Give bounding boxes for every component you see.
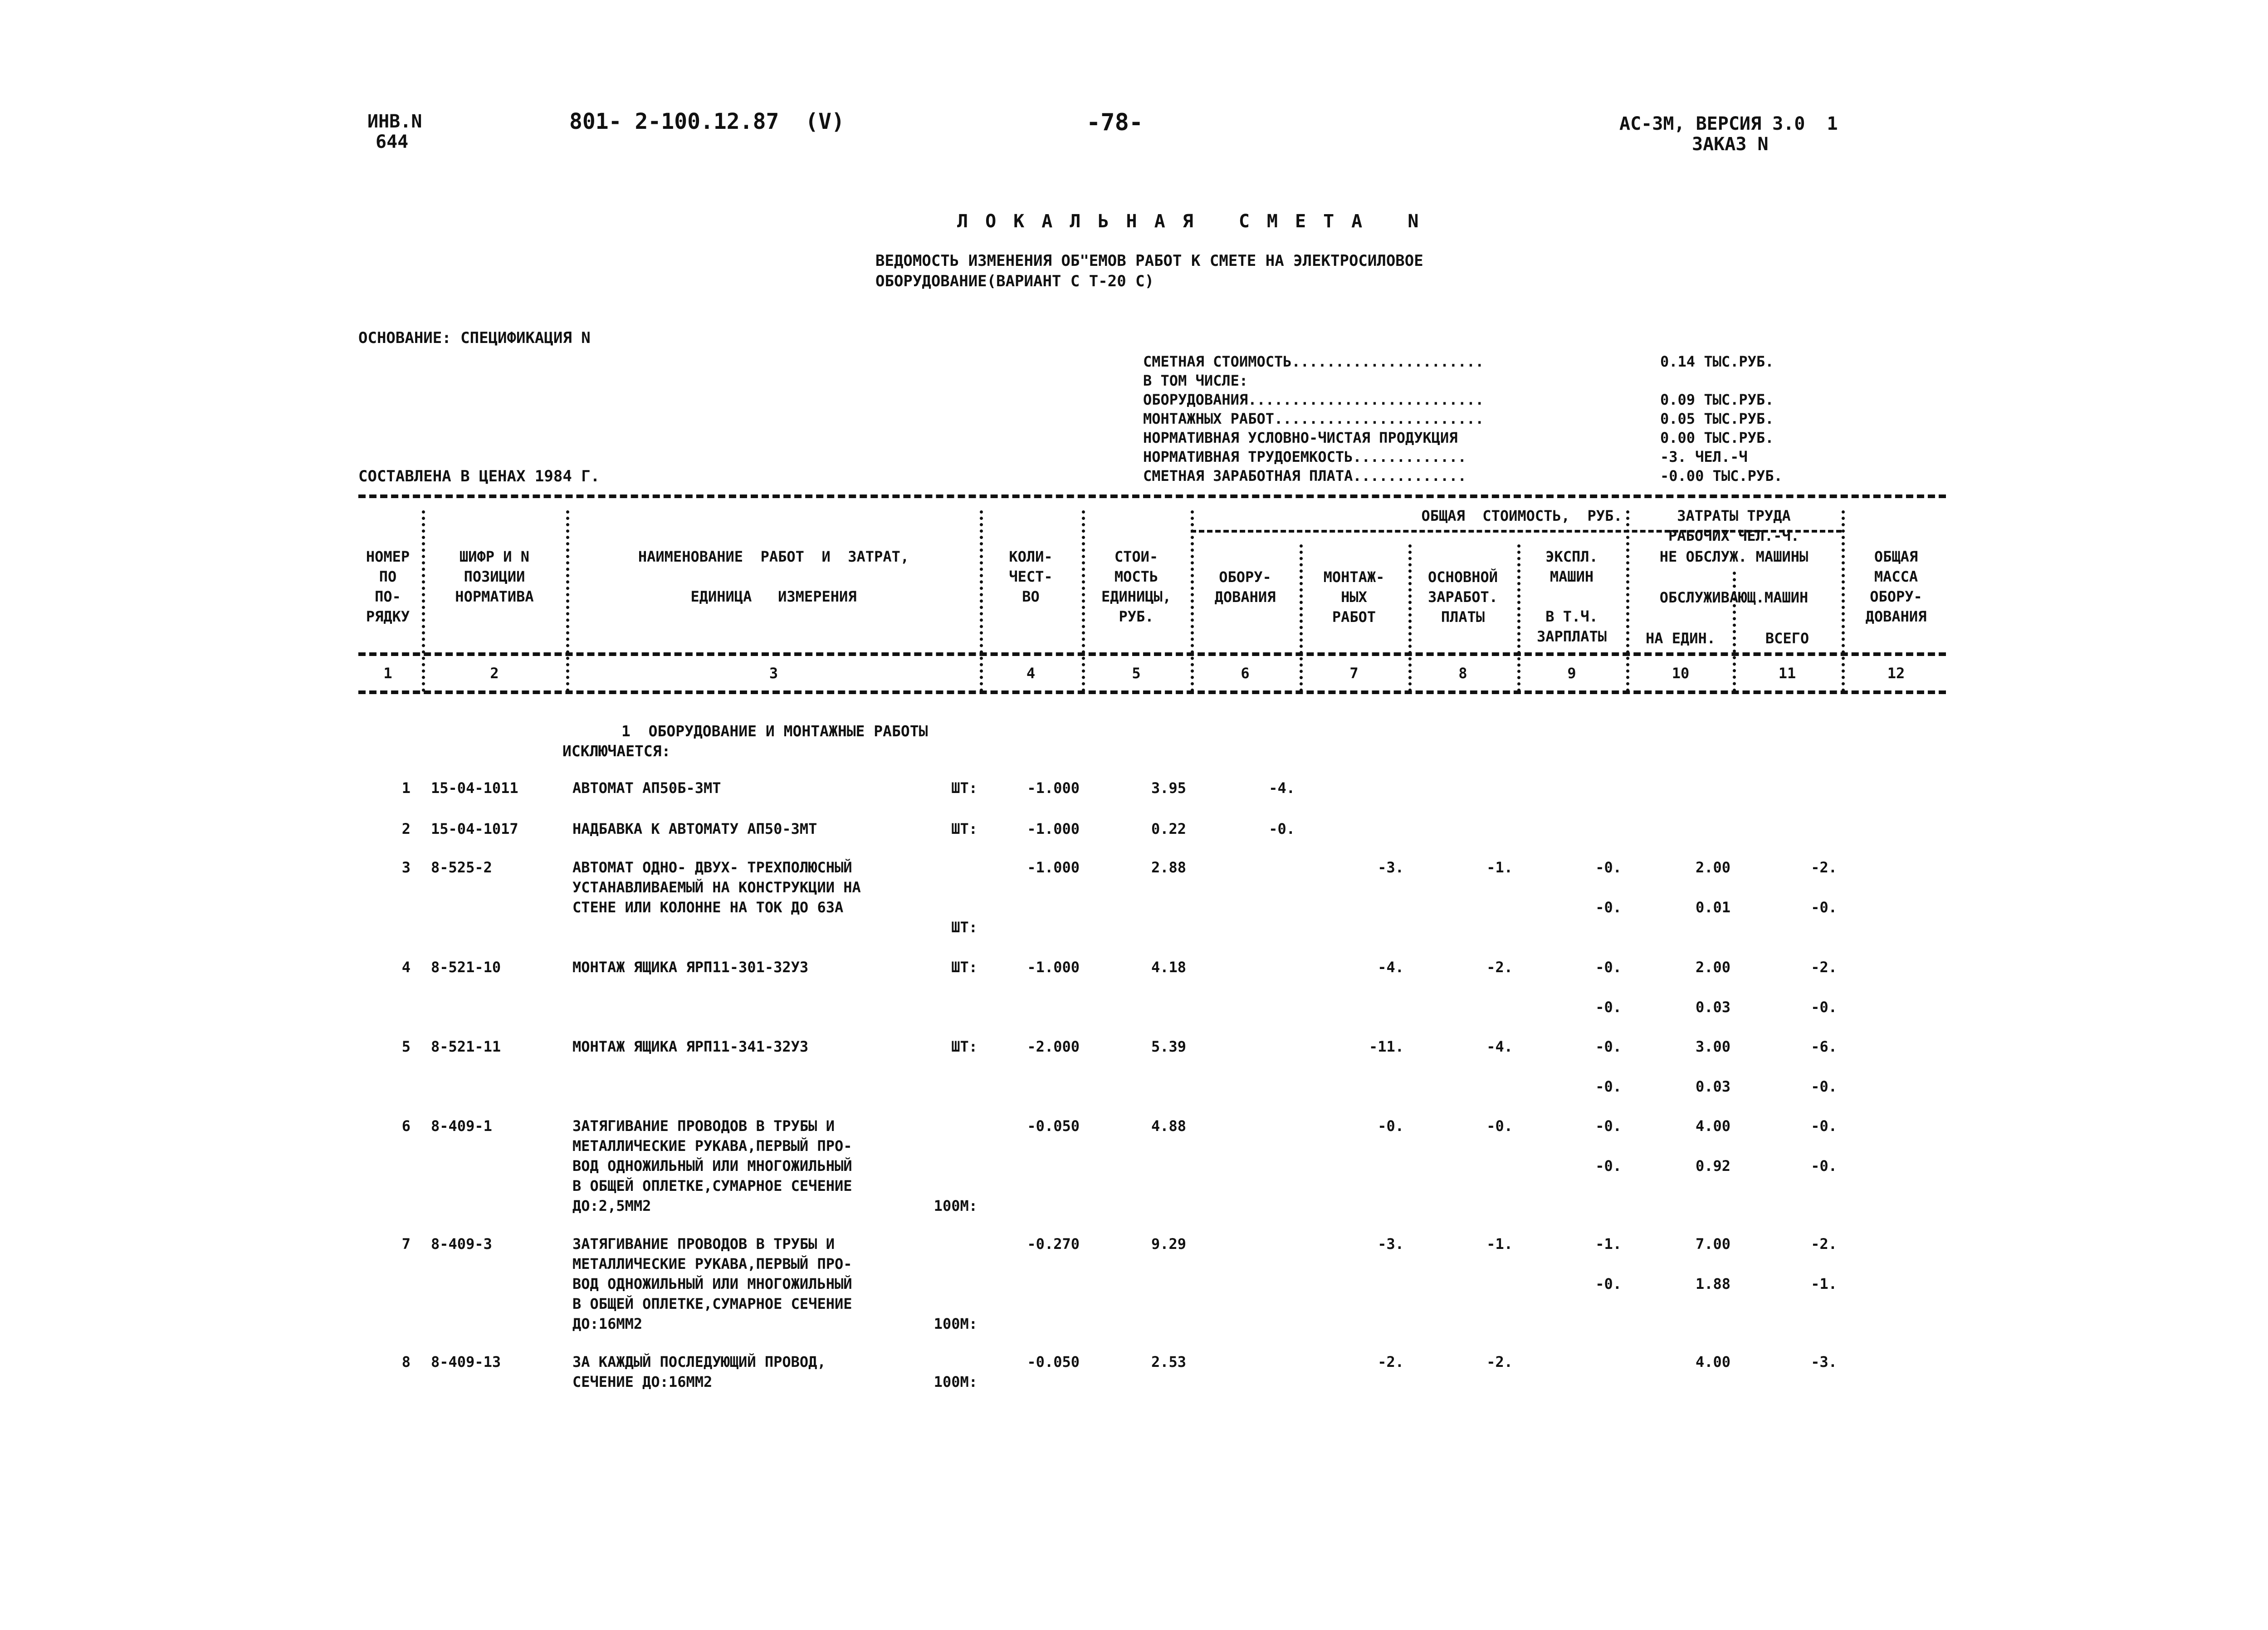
row-unit-cost: 5.39	[1151, 1038, 1186, 1055]
row-machine-salary: -0.	[1595, 1275, 1622, 1292]
row-labor-per-unit: 2.00	[1695, 959, 1730, 976]
row-unit-cost: 0.22	[1151, 820, 1186, 837]
document-code: 801- 2-100.12.87 (V)	[569, 109, 845, 134]
row-name-line: АВТОМАТ ОДНО- ДВУХ- ТРЕХПОЛЮСНЫЙ	[572, 859, 852, 876]
row-name-line: МЕТАЛЛИЧЕСКИЕ РУКАВА,ПЕРВЫЙ ПРО-	[572, 1137, 852, 1155]
row-number: 2	[401, 820, 411, 837]
row-name-line: УСТАНАВЛИВАЕМЫЙ НА КОНСТРУКЦИИ НА	[572, 879, 861, 896]
col-header-machine-service: ОБСЛУЖИВАЮЩ.МАШИН	[1659, 589, 1809, 606]
prices-line: СОСТАВЛЕНА В ЦЕНАХ 1984 Г.	[358, 467, 600, 485]
col-header-total-cost-group: ОБЩАЯ СТОИМОСТЬ, РУБ.	[1421, 507, 1623, 524]
row-labor-total: -0.	[1811, 1117, 1837, 1135]
row-number: 4	[401, 959, 411, 976]
col-header-per-unit: НА ЕДИН.	[1645, 630, 1716, 647]
row-machines-cost: -0.	[1595, 959, 1622, 976]
row-unit: 100М:	[934, 1197, 978, 1214]
row-mounting-cost: -0.	[1378, 1117, 1404, 1135]
column-number: 3	[769, 665, 778, 682]
row-base-wage: -2.	[1486, 1353, 1513, 1371]
col-header-mounting: МОНТАЖ- НЫХ РАБОТ	[1323, 568, 1385, 626]
row-labor-per-unit-service: 1.88	[1695, 1275, 1730, 1292]
row-base-wage: -2.	[1486, 959, 1513, 976]
column-number: 9	[1567, 665, 1576, 682]
col-header-code: ШИФР И N ПОЗИЦИИ НОРМАТИВА	[455, 548, 534, 605]
row-number: 5	[401, 1038, 411, 1055]
row-machine-salary: -0.	[1595, 899, 1622, 916]
row-name-line: СЕЧЕНИЕ ДО:16ММ2	[572, 1373, 713, 1390]
row-labor-total: -2.	[1811, 1235, 1837, 1253]
numbers-bottom-rule	[358, 690, 1946, 694]
row-name-line: СТЕНЕ ИЛИ КОЛОННЕ НА ТОК ДО 63А	[572, 899, 844, 916]
summary-label: МОНТАЖНЫХ РАБОТ........................	[1143, 410, 1484, 427]
row-code: 15-04-1017	[431, 820, 518, 837]
summary-label: СМЕТНАЯ ЗАРАБОТНАЯ ПЛАТА.............	[1143, 467, 1466, 485]
row-labor-per-unit-service: 0.01	[1695, 899, 1730, 916]
summary-label: НОРМАТИВНАЯ ТРУДОЕМКОСТЬ.............	[1143, 448, 1466, 465]
summary-value: -0.00 ТЫС.РУБ.	[1660, 467, 1783, 485]
page-number: -78-	[1086, 109, 1144, 136]
row-quantity: -0.050	[1027, 1353, 1080, 1371]
row-machine-salary: -0.	[1595, 999, 1622, 1016]
row-labor-total: -6.	[1811, 1038, 1837, 1055]
summary-value: -3. ЧЕЛ.-Ч	[1660, 448, 1748, 465]
column-number: 5	[1132, 665, 1141, 682]
column-number: 1	[383, 665, 392, 682]
row-mounting-cost: -3.	[1378, 1235, 1404, 1253]
summary-value: 0.00 ТЫС.РУБ.	[1660, 429, 1774, 446]
row-name-line: ЗА КАЖДЫЙ ПОСЛЕДУЮЩИЙ ПРОВОД,	[572, 1353, 826, 1371]
row-number: 8	[401, 1353, 411, 1371]
row-unit: ШТ:	[951, 779, 978, 797]
row-name-line: МОНТАЖ ЯЩИКА ЯРП11-301-32У3	[572, 959, 809, 976]
row-labor-per-unit: 3.00	[1695, 1038, 1730, 1055]
row-number: 6	[401, 1117, 411, 1135]
row-code: 8-409-3	[431, 1235, 492, 1253]
row-labor-total: -2.	[1811, 859, 1837, 876]
row-unit-cost: 3.95	[1151, 779, 1186, 797]
basis-line: ОСНОВАНИЕ: СПЕЦИФИКАЦИЯ N	[358, 329, 591, 347]
header-bottom-rule	[358, 652, 1946, 656]
row-unit-cost: 4.88	[1151, 1117, 1186, 1135]
summary-value: 0.09 ТЫС.РУБ.	[1660, 391, 1774, 408]
col-header-quantity: КОЛИ- ЧЕСТ- ВО	[1009, 548, 1053, 605]
column-number: 4	[1026, 665, 1036, 682]
row-mounting-cost: -3.	[1378, 859, 1404, 876]
row-unit-cost: 4.18	[1151, 959, 1186, 976]
column-number: 7	[1349, 665, 1359, 682]
row-base-wage: -1.	[1486, 1235, 1513, 1253]
row-labor-total: -3.	[1811, 1353, 1837, 1371]
row-quantity: -0.050	[1027, 1117, 1080, 1135]
row-labor-total-service: -0.	[1811, 899, 1837, 916]
row-name-line: МОНТАЖ ЯЩИКА ЯРП11-341-32У3	[572, 1038, 809, 1055]
row-mounting-cost: -2.	[1378, 1353, 1404, 1371]
row-machines-cost: -0.	[1595, 1038, 1622, 1055]
row-code: 8-525-2	[431, 859, 492, 876]
column-divider	[422, 510, 425, 692]
col-header-name: НАИМЕНОВАНИЕ РАБОТ И ЗАТРАТ, ЕДИНИЦА ИЗМЕРЕНИЯ	[638, 548, 909, 605]
col-header-mass: ОБЩАЯ МАССА ОБОРУ- ДОВАНИЯ	[1865, 548, 1927, 625]
row-labor-total: -2.	[1811, 959, 1837, 976]
order-number: ЗАКАЗ N	[1692, 134, 1769, 155]
row-quantity: -1.000	[1027, 959, 1080, 976]
subtitle-line-2: ОБОРУДОВАНИЕ(ВАРИАНТ С Т-20 С)	[875, 272, 1154, 290]
column-number: 11	[1778, 665, 1796, 682]
row-quantity: -0.270	[1027, 1235, 1080, 1253]
row-name-line: МЕТАЛЛИЧЕСКИЕ РУКАВА,ПЕРВЫЙ ПРО-	[572, 1255, 852, 1273]
row-code: 8-521-11	[431, 1038, 501, 1055]
row-code: 8-521-10	[431, 959, 501, 976]
row-name-line: В ОБЩЕЙ ОПЛЕТКЕ,СУМАРНОЕ СЕЧЕНИЕ	[572, 1295, 852, 1312]
row-name-line: ЗАТЯГИВАНИЕ ПРОВОДОВ В ТРУБЫ И	[572, 1117, 835, 1135]
row-number: 1	[401, 779, 411, 797]
row-labor-per-unit-service: 0.03	[1695, 999, 1730, 1016]
col-header-no-machine-service: НЕ ОБСЛУЖ. МАШИНЫ	[1659, 548, 1809, 565]
row-quantity: -2.000	[1027, 1038, 1080, 1055]
row-code: 8-409-13	[431, 1353, 501, 1371]
table-top-rule	[358, 494, 1946, 498]
document-title: ЛОКАЛЬНАЯ СМЕТА N	[957, 211, 1436, 232]
summary-label: ОБОРУДОВАНИЯ...........................	[1143, 391, 1484, 408]
summary-value: 0.05 ТЫС.РУБ.	[1660, 410, 1774, 427]
row-unit-cost: 2.88	[1151, 859, 1186, 876]
row-unit-cost: 9.29	[1151, 1235, 1186, 1253]
summary-label: СМЕТНАЯ СТОИМОСТЬ......................	[1143, 353, 1484, 370]
row-name-line: ДО:16ММ2	[572, 1315, 643, 1332]
row-machines-cost: -0.	[1595, 859, 1622, 876]
row-unit: ШТ:	[951, 820, 978, 837]
row-number: 3	[401, 859, 411, 876]
row-name-line: ЗАТЯГИВАНИЕ ПРОВОДОВ В ТРУБЫ И	[572, 1235, 835, 1253]
row-labor-per-unit: 7.00	[1695, 1235, 1730, 1253]
row-equipment-cost: -0.	[1269, 820, 1295, 837]
row-base-wage: -1.	[1486, 859, 1513, 876]
row-unit-cost: 2.53	[1151, 1353, 1186, 1371]
row-equipment-cost: -4.	[1269, 779, 1295, 797]
row-machine-salary: -0.	[1595, 1078, 1622, 1095]
col-header-base-wage: ОСНОВНОЙ ЗАРАБОТ. ПЛАТЫ	[1427, 568, 1498, 626]
row-labor-per-unit: 4.00	[1695, 1353, 1730, 1371]
row-name-line: ВОД ОДНОЖИЛЬНЫЙ ИЛИ МНОГОЖИЛЬНЫЙ	[572, 1157, 852, 1175]
row-mounting-cost: -11.	[1369, 1038, 1404, 1055]
row-code: 15-04-1011	[431, 779, 518, 797]
row-name-line: НАДБАВКА К АВТОМАТУ АП50-3МТ	[572, 820, 817, 837]
row-labor-total-service: -0.	[1811, 999, 1837, 1016]
row-quantity: -1.000	[1027, 859, 1080, 876]
col-header-unit-cost: СТОИ- МОСТЬ ЕДИНИЦЫ, РУБ.	[1101, 548, 1172, 625]
row-labor-per-unit-service: 0.03	[1695, 1078, 1730, 1095]
column-divider	[566, 510, 569, 692]
row-code: 8-409-1	[431, 1117, 492, 1135]
row-unit: ШТ:	[951, 919, 978, 936]
column-number: 6	[1241, 665, 1250, 682]
row-unit: ШТ:	[951, 959, 978, 976]
section-title: 1 ОБОРУДОВАНИЕ И МОНТАЖНЫЕ РАБОТЫ	[621, 722, 928, 740]
row-name-line: АВТОМАТ АП50Б-3МТ	[572, 779, 721, 797]
row-labor-total-service: -0.	[1811, 1078, 1837, 1095]
row-name-line: В ОБЩЕЙ ОПЛЕТКЕ,СУМАРНОЕ СЕЧЕНИЕ	[572, 1177, 852, 1194]
col-header-equipment: ОБОРУ- ДОВАНИЯ	[1214, 568, 1276, 606]
row-base-wage: -0.	[1486, 1117, 1513, 1135]
col-header-number: НОМЕР ПО ПО- РЯДКУ	[366, 548, 410, 625]
summary-value: 0.14 ТЫС.РУБ.	[1660, 353, 1774, 370]
row-labor-total-service: -1.	[1811, 1275, 1837, 1292]
column-number: 10	[1672, 665, 1690, 682]
col-header-total: ВСЕГО	[1765, 630, 1809, 647]
system-version: АС-3М, ВЕРСИЯ 3.0 1	[1619, 113, 1838, 134]
row-quantity: -1.000	[1027, 820, 1080, 837]
summary-label: НОРМАТИВНАЯ УСЛОВНО-ЧИСТАЯ ПРОДУКЦИЯ	[1143, 429, 1458, 446]
inventory-label: ИНВ.N	[367, 111, 422, 132]
column-number: 8	[1458, 665, 1467, 682]
row-labor-per-unit-service: 0.92	[1695, 1157, 1730, 1175]
inventory-number: 644	[376, 132, 409, 152]
row-mounting-cost: -4.	[1378, 959, 1404, 976]
row-base-wage: -4.	[1486, 1038, 1513, 1055]
row-number: 7	[401, 1235, 411, 1253]
row-labor-per-unit: 4.00	[1695, 1117, 1730, 1135]
row-unit: ШТ:	[951, 1038, 978, 1055]
col-header-machines: ЭКСПЛ. МАШИН В Т.Ч. ЗАРПЛАТЫ	[1536, 548, 1607, 645]
row-machines-cost: -0.	[1595, 1117, 1622, 1135]
column-number: 12	[1887, 665, 1905, 682]
section-subtitle: ИСКЛЮЧАЕТСЯ:	[562, 742, 671, 760]
row-machine-salary: -0.	[1595, 1157, 1622, 1175]
column-number: 2	[490, 665, 499, 682]
row-name-line: ДО:2,5ММ2	[572, 1197, 651, 1214]
row-name-line: ВОД ОДНОЖИЛЬНЫЙ ИЛИ МНОГОЖИЛЬНЫЙ	[572, 1275, 852, 1292]
row-labor-per-unit: 2.00	[1695, 859, 1730, 876]
subtitle-line-1: ВЕДОМОСТЬ ИЗМЕНЕНИЯ ОБ"ЕМОВ РАБОТ К СМЕТЕ НА ЭЛЕКТРОСИЛОВОЕ	[875, 252, 1423, 270]
row-unit: 100М:	[934, 1315, 978, 1332]
summary-label: В ТОМ ЧИСЛЕ:	[1143, 372, 1248, 389]
row-machines-cost: -1.	[1595, 1235, 1622, 1253]
col-header-labor-group: ЗАТРАТЫ ТРУДА РАБОЧИХ ЧЕЛ.-Ч.	[1668, 507, 1799, 544]
row-labor-total-service: -0.	[1811, 1157, 1837, 1175]
row-unit: 100М:	[934, 1373, 978, 1390]
row-quantity: -1.000	[1027, 779, 1080, 797]
